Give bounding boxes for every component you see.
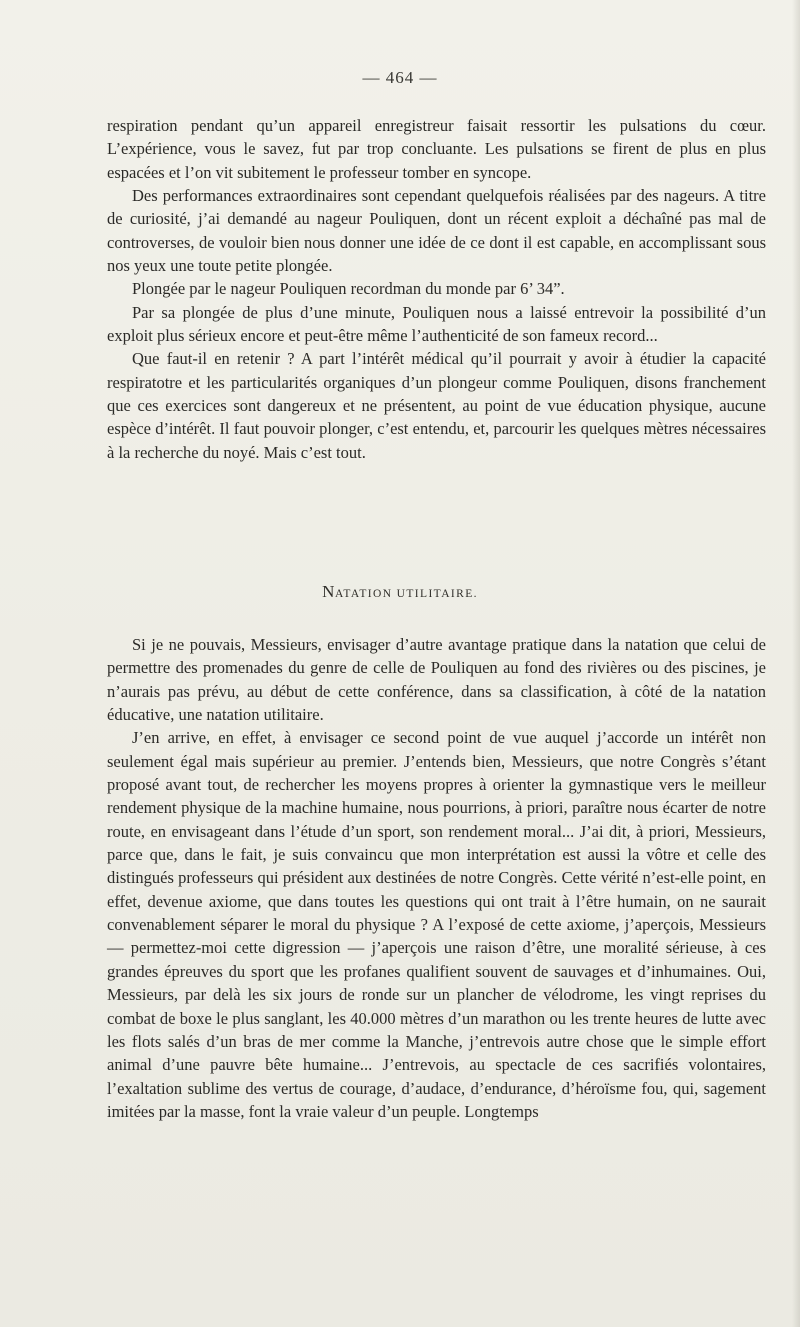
section-heading-rest: ATATION UTILITAIRE.	[334, 588, 478, 600]
paragraph: Plongée par le nageur Pouliquen recordman du monde par 6’ 34”.	[132, 279, 565, 299]
paragraph: respiration pendant qu’un appareil enregistreur faisait ressortir les pulsations du cœur. L’expérience, vous le savez, fut par trop concluante. Les pulsations se firent de plus en plus espacées et l’on vit subitement le professeur tomber en syncope.	[107, 116, 766, 182]
section-heading-initial: N	[322, 582, 335, 601]
text-block-lower	[107, 633, 766, 1123]
paragraph: Des performances extraordinaires sont cependant quelquefois réalisées par des nageurs. A titre de curiosité, j’ai demandé au nageur Pouliquen, dont un récent exploit a déchaîné pas mal de controverses, de vouloir bien nous donner une idée de ce dont il est capable, en accomplissant sous nos yeux une toute petite plongée.	[107, 186, 766, 276]
section-heading	[0, 582, 800, 602]
text-block-upper	[107, 114, 766, 464]
paragraph: Par sa plongée de plus d’une minute, Pouliquen nous a laissé entrevoir la possibilité d’un exploit plus sérieux encore et peut-être même l’authenticité de son fameux record...	[107, 302, 766, 346]
page-number: — 464 —	[362, 68, 438, 87]
paragraph: Si je ne pouvais, Messieurs, envisager d’autre avantage pratique dans la natation que celui de permettre des promenades du genre de celle de Pouliquen au fond des rivières ou des piscines, je n’aurais pas prévu, au début de cette conférence, dans sa classification, à côté de la natation éducative, une natation utilitaire.	[107, 635, 766, 725]
paragraph: Que faut-il en retenir ? A part l’intérêt médical qu’il pourrait y avoir à étudier la capacité respiratotre et les particularités organiques d’un plongeur comme Pouliquen, disons franchement que ces exercices sont dangereux et ne présentent, au point de vue éducation physique, aucune espèce d’intérêt. Il faut pouvoir plonger, c’est entendu, et, parcourir les quelques mètres nécessaires à la recherche du noyé. Mais c’est tout.	[107, 349, 766, 462]
paragraph: J’en arrive, en effet, à envisager ce second point de vue auquel j’accorde un intérêt non seulement égal mais supérieur au premier. J’entends bien, Messieurs, que notre Congrès s’étant proposé avant tout, de rechercher les moyens propres à orienter la gymnastique vers le meilleur rendement physique de la machine humaine, nous pourrions, à priori, paraître nous écarter de notre route, en envisageant dans l’étude d’un sport, son rendement moral... J’ai dit, à priori, Messieurs, parce que, dans le fait, je suis convaincu que mon interprétation est aussi la vôtre et celle des distingués professeurs qui président aux destinées de notre Congrès. Cette vérité n’est-elle point, en effet, devenue axiome, que dans toutes les questions qui ont trait à l’être humain, on ne saurait convenablement séparer le moral du physique ? A l’exposé de cette axiome, j’aperçois, Messieurs — permettez-moi cette digression — j’aperçois une raison d’être, une moralité sérieuse, à ces grandes épreuves du sport que les profanes qualifient souvent de sauvages et d’inhumaines. Oui, Messieurs, par delà les six jours de ronde sur un plancher de vélodrome, les vingt reprises du combat de boxe le plus sanglant, les 40.000 mètres d’un marathon ou les trente heures de lutte avec les flots salés d’un bras de mer comme la Manche, j’entrevois autre chose que le simple effort animal d’une pauvre bête humaine... J’entrevois, au spectacle de ces sacrifiés volontaires, l’exaltation sublime des vertus de courage, d’audace, d’endurance, d’héroïsme fou, qui, sagement imitées par la masse, font la vraie valeur d’un peuple. Longtemps	[107, 728, 766, 1121]
